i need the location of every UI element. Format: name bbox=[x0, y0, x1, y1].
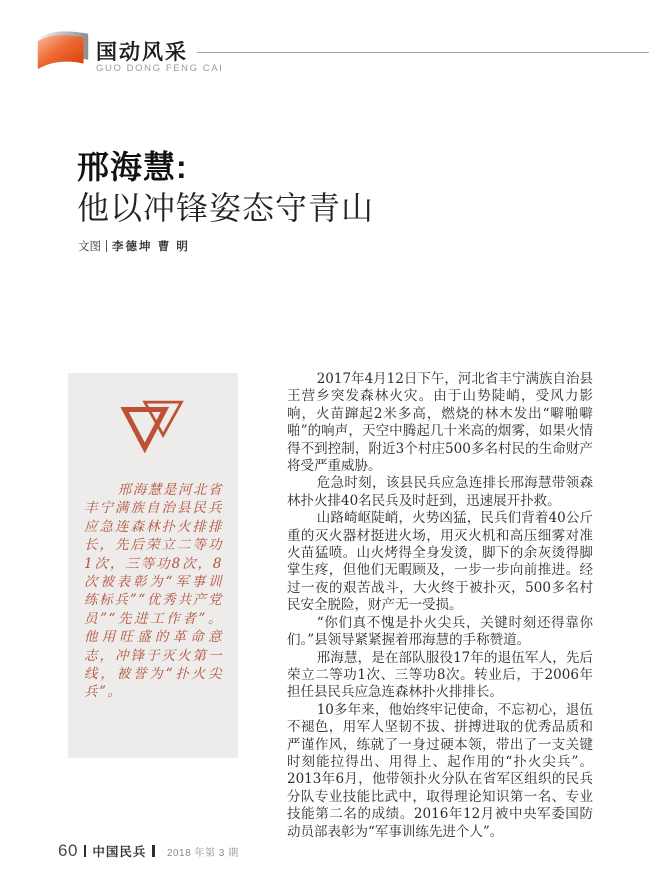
article-title-subtitle: 他以冲锋姿态守青山 bbox=[77, 190, 375, 226]
body-paragraph: 2017年4月12日下午，河北省丰宁满族自治县王营乡突发森林火灾。由于山势陡峭，受风力影响，火苗蹿起2米多高，燃烧的林木发出“噼啪噼啪”的响声，天空中腾起几十米高的烟雾，如果火情得不到控制，附近3个村庄500多名村民的生命财产将受严重威胁。 bbox=[287, 371, 593, 475]
issue-label: 2018 年第 3 期 bbox=[166, 847, 239, 859]
section-subtitle: GUO DONG FENG CAI bbox=[96, 63, 224, 74]
body-paragraph: 邢海慧，是在部队服役17年的退伍军人，先后荣立二等功1次、三等功8次。转业后，于2006年担任县民兵应急连森林扑火排排长。 bbox=[287, 649, 593, 701]
flag-icon bbox=[35, 27, 91, 74]
header-divider bbox=[197, 52, 649, 53]
triangle-logo-icon bbox=[120, 397, 186, 455]
body-paragraph: 危急时刻，该县民兵应急连排长邢海慧带领森林扑火排40名民兵及时赶到，迅速展开扑救。 bbox=[287, 475, 593, 509]
page-footer bbox=[58, 841, 239, 861]
byline bbox=[78, 238, 190, 254]
article-title-name: 邢海慧: bbox=[77, 149, 188, 185]
section-title: 国动风采 bbox=[96, 41, 188, 64]
page-header bbox=[0, 0, 661, 90]
footer-divider bbox=[152, 845, 155, 857]
article-body bbox=[287, 371, 593, 841]
footer-divider bbox=[84, 845, 87, 857]
magazine-name: 中国民兵 bbox=[92, 845, 147, 859]
byline-divider bbox=[106, 240, 107, 252]
summary-text: 邢海慧是河北省丰宁满族自治县民兵应急连森林扑火排排长，先后荣立二等功1次，三等功8次，8次被表彰为“军事训练标兵”“优秀共产党员”“先进工作者”。他用旺盛的革命意志，冲锋于灭火第一线，被誉为“扑火尖兵”。 bbox=[84, 482, 223, 701]
page-number: 60 bbox=[58, 841, 78, 860]
summary-box bbox=[68, 373, 238, 758]
body-paragraph: 山路崎岖陡峭，火势凶猛，民兵们背着40公斤重的灭火器材挺进火场，用灭火机和高压细雾对准火苗猛喷。山火烤得全身发烫，脚下的余灰烫得脚掌生疼，但他们无暇顾及，一步一步向前推进。经过一夜的艰苦战斗，大火终于被扑灭，500多名村民安全脱险，财产无一受损。 bbox=[287, 510, 593, 614]
byline-prefix: 文图 bbox=[78, 239, 101, 253]
body-paragraph: “你们真不愧是扑火尖兵，关键时刻还得靠你们。”县领导紧紧握着邢海慧的手称赞道。 bbox=[287, 614, 593, 649]
byline-authors: 李德坤 曹 明 bbox=[112, 241, 190, 253]
body-paragraph: 10多年来，他始终牢记使命，不忘初心，退伍不褪色，用军人坚韧不拔、拼搏进取的优秀品质和严谨作风，练就了一身过硬本领，带出了一支关键时刻能拉得出、用得上、起作用的“扑火尖兵”。2013年6月，他带领扑火分队在省军区组织的民兵分队专业技能比武中，取得理论知识第一名、专业技能第二名的成绩。2016年12月被中央军委国防动员部表彰为“军事训练先进个人”。 bbox=[287, 701, 593, 840]
